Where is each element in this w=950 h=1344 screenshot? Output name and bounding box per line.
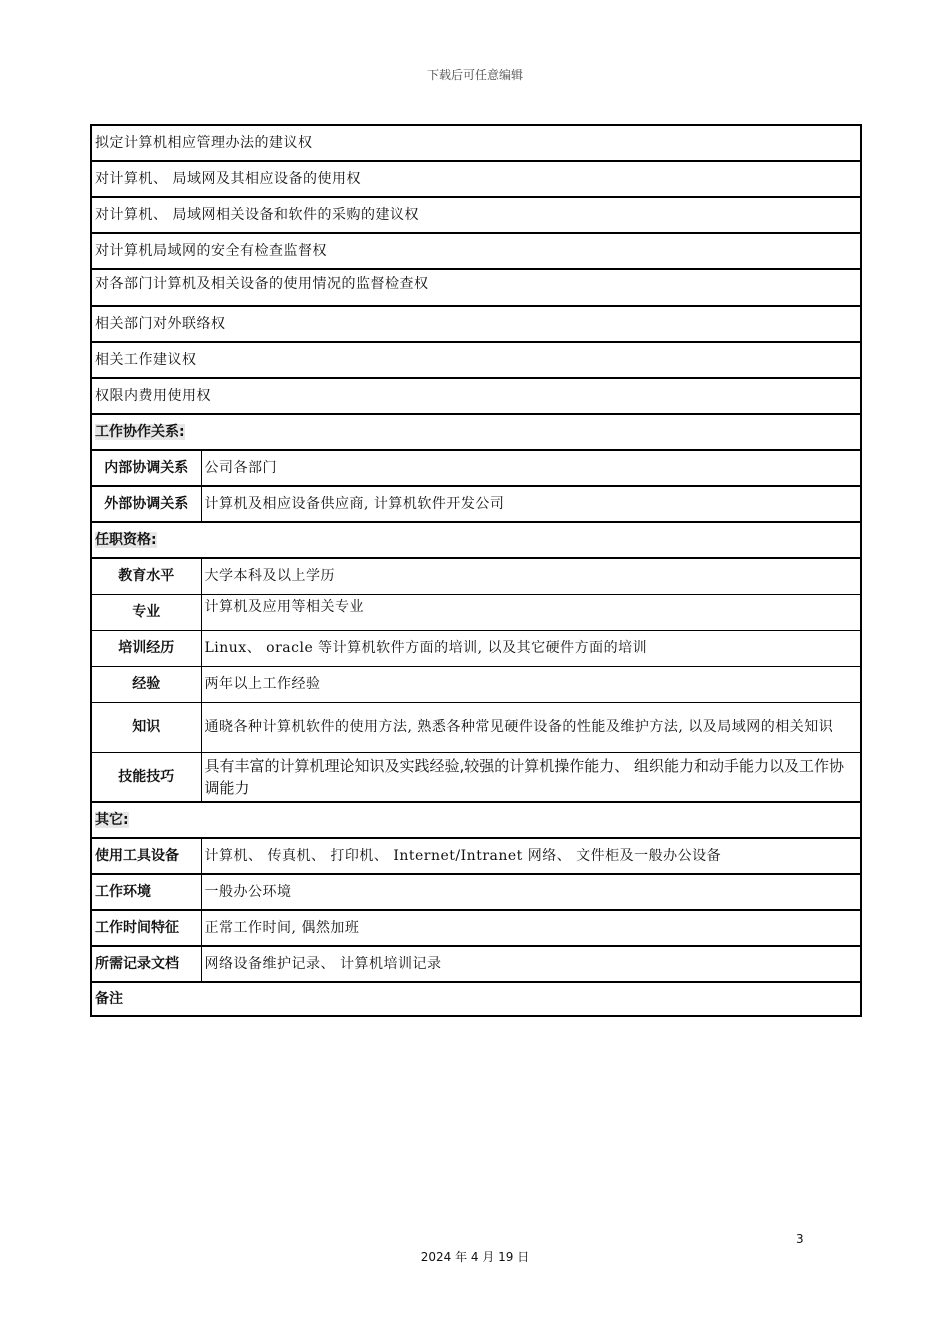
section-title: 任职资格:	[95, 532, 157, 548]
section-qualification	[91, 522, 861, 558]
tools-label: 使用工具设备	[91, 838, 201, 874]
records-value: 网络设备维护记录、 计算机培训记录	[201, 946, 861, 982]
skills-label: 技能技巧	[91, 752, 201, 802]
tools-value: 计算机、 传真机、 打印机、 Internet/Intranet 网络、 文件柜及一般办公设备	[201, 838, 861, 874]
section-other	[91, 802, 861, 838]
internal-label: 内部协调关系	[91, 450, 201, 486]
training-value: Linux、 oracle 等计算机软件方面的培训, 以及其它硬件方面的培训	[201, 630, 861, 666]
experience-value: 两年以上工作经验	[201, 666, 861, 702]
skills-value: 具有丰富的计算机理论知识及实践经验,较强的计算机操作能力、 组织能力和动手能力以及工作协调能力	[201, 752, 861, 802]
footer-date: 2024 年 4 月 19 日	[420, 1250, 530, 1264]
education-label: 教育水平	[91, 558, 201, 594]
environment-value: 一般办公环境	[201, 874, 861, 910]
authority-item: 相关工作建议权	[91, 342, 861, 378]
section-title: 工作协作关系:	[95, 424, 185, 440]
header-note: 下载后可任意编辑	[426, 68, 523, 82]
knowledge-label: 知识	[91, 702, 201, 752]
worktime-label: 工作时间特征	[91, 910, 201, 946]
job-description-table	[90, 124, 862, 1017]
education-value: 大学本科及以上学历	[201, 558, 861, 594]
authority-item: 对计算机局域网的安全有检查监督权	[91, 233, 861, 269]
authority-item: 拟定计算机相应管理办法的建议权	[91, 125, 861, 161]
page-number: 3	[796, 1232, 804, 1246]
experience-label: 经验	[91, 666, 201, 702]
environment-label: 工作环境	[91, 874, 201, 910]
authority-item: 相关部门对外联络权	[91, 306, 861, 342]
major-value: 计算机及应用等相关专业	[201, 594, 861, 630]
authority-item: 对各部门计算机及相关设备的使用情况的监督检查权	[91, 269, 861, 306]
records-label: 所需记录文档	[91, 946, 201, 982]
section-cooperation	[91, 414, 861, 450]
authority-item: 权限内费用使用权	[91, 378, 861, 414]
training-label: 培训经历	[91, 630, 201, 666]
external-value: 计算机及相应设备供应商, 计算机软件开发公司	[201, 486, 861, 522]
major-label: 专业	[91, 594, 201, 630]
external-label: 外部协调关系	[91, 486, 201, 522]
internal-value: 公司各部门	[201, 450, 861, 486]
section-title: 其它:	[95, 812, 129, 828]
authority-item: 对计算机、 局域网相关设备和软件的采购的建议权	[91, 197, 861, 233]
remarks-label: 备注	[91, 982, 861, 1016]
knowledge-value: 通晓各种计算机软件的使用方法, 熟悉各种常见硬件设备的性能及维护方法, 以及局域网的相关知识	[201, 702, 861, 752]
authority-item: 对计算机、 局域网及其相应设备的使用权	[91, 161, 861, 197]
worktime-value: 正常工作时间, 偶然加班	[201, 910, 861, 946]
